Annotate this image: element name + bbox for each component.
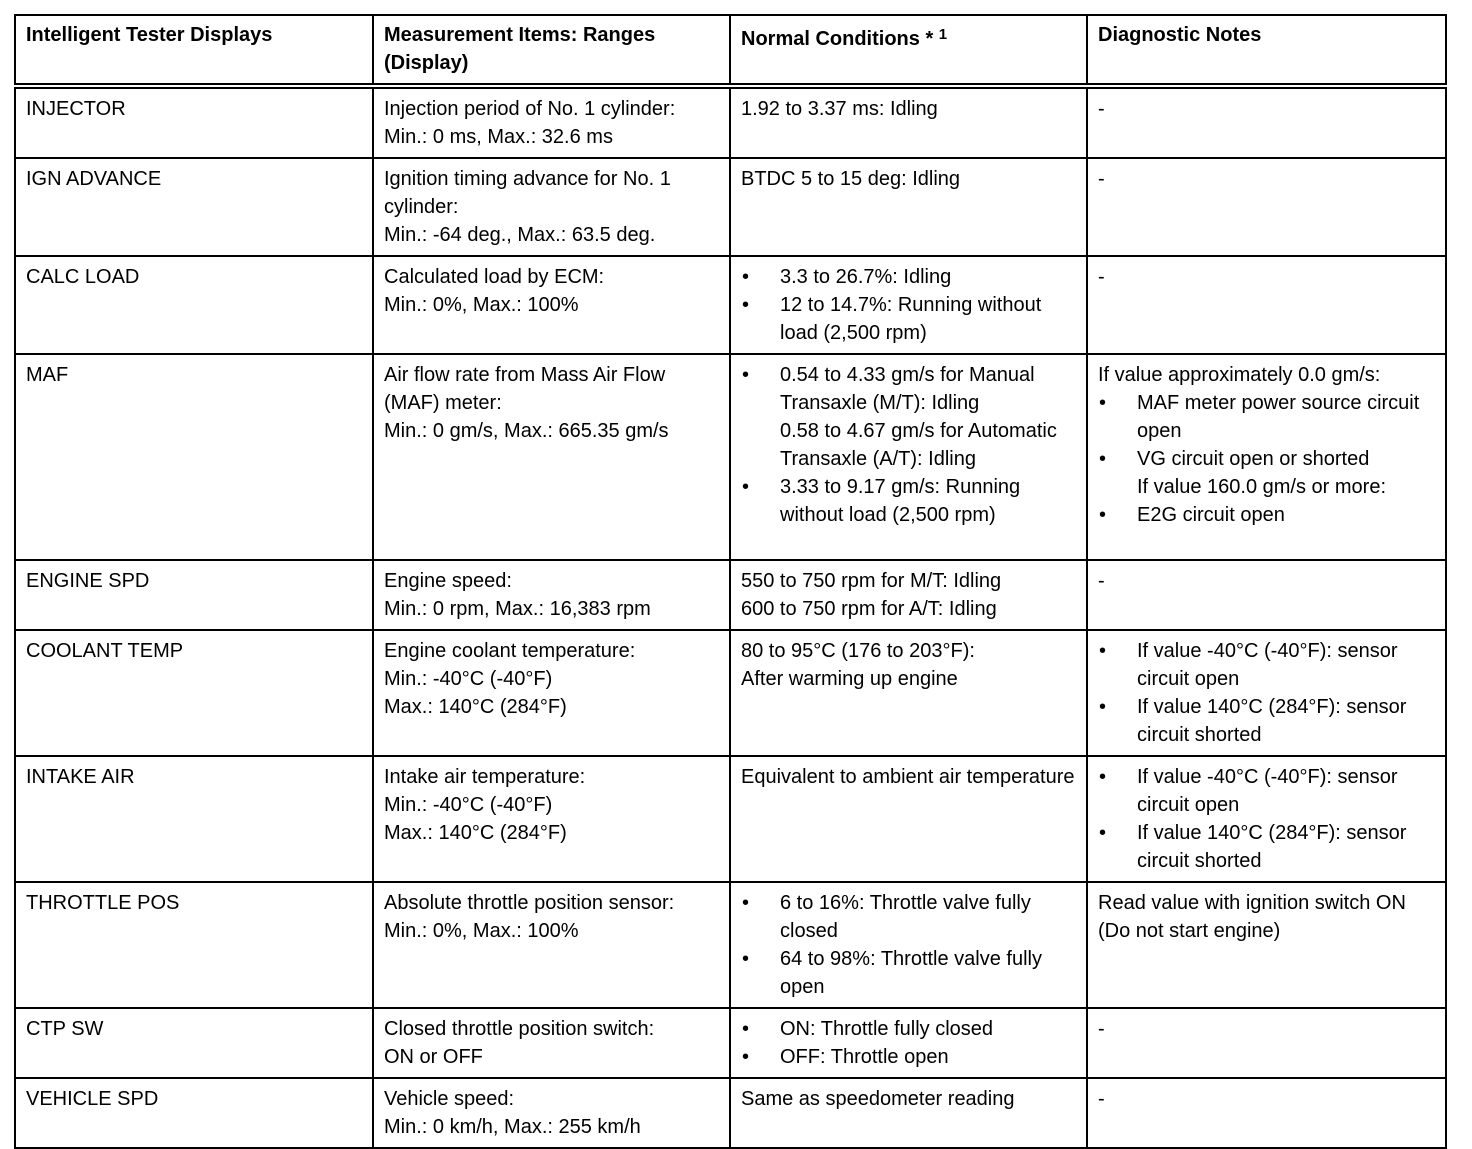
cell-measure: [373, 560, 730, 630]
list-item: [741, 473, 1076, 529]
cell-line: Max.: 140°C (284°F): [384, 696, 567, 718]
list-item: [741, 361, 1076, 473]
cell-line: Min.: 0 gm/s, Max.: 665.35 gm/s: [384, 420, 669, 442]
cell-line: Engine coolant temperature:: [384, 640, 636, 662]
bullet-icon: •: [742, 476, 750, 498]
cell-line: 550 to 750 rpm for M/T: Idling: [741, 570, 1002, 592]
cell-display: VEHICLE SPD: [15, 1078, 373, 1148]
cell-normal: [730, 256, 1087, 354]
cell-line: -: [1098, 1088, 1105, 1110]
list-item-text: VG circuit open or shorted: [1137, 448, 1370, 470]
list-item-text: 6 to 16%: Throttle valve fully closed: [780, 892, 1031, 942]
cell-measure: [373, 354, 730, 560]
table-row: [15, 1078, 1446, 1148]
cell-measure: [373, 630, 730, 756]
list-item: [741, 1015, 1076, 1043]
bullet-icon: •: [1099, 766, 1107, 788]
bullet-icon: •: [742, 1018, 750, 1040]
cell-line: Max.: 140°C (284°F): [384, 822, 567, 844]
bullet-list: [741, 263, 1076, 347]
cell-display: COOLANT TEMP: [15, 630, 373, 756]
cell-line: Min.: -64 deg., Max.: 63.5 deg.: [384, 224, 656, 246]
bullet-icon: •: [742, 892, 750, 914]
cell-line: After warming up engine: [741, 668, 958, 690]
bullet-list: [741, 361, 1076, 529]
bullet-icon: •: [742, 364, 750, 386]
list-item-text: 12 to 14.7%: Running without load (2,500 rpm): [780, 294, 1042, 344]
list-item: [1098, 693, 1435, 749]
list-item: [741, 945, 1076, 1001]
bullet-icon: •: [1099, 448, 1107, 470]
list-item-text: 3.33 to 9.17 gm/s: Running without load (2,500 rpm): [780, 476, 1021, 526]
cell-display: MAF: [15, 354, 373, 560]
bullet-icon: •: [1099, 822, 1107, 844]
cell-normal: [730, 1078, 1087, 1148]
bullet-list: [1098, 637, 1435, 749]
list-item: [741, 291, 1076, 347]
cell-display: ENGINE SPD: [15, 560, 373, 630]
cell-line: Same as speedometer reading: [741, 1088, 1015, 1110]
list-item-text: ON: Throttle fully closed: [780, 1018, 994, 1040]
diagnostic-data-table: [14, 14, 1447, 1149]
table-row: [15, 756, 1446, 882]
list-item-text: 0.54 to 4.33 gm/s for Manual Transaxle (M/T): Idling: [780, 364, 1035, 414]
list-item: [1098, 763, 1435, 819]
cell-line: 80 to 95°C (176 to 203°F):: [741, 640, 975, 662]
footnote-marker: 1: [938, 26, 948, 43]
list-item-text: E2G circuit open: [1137, 504, 1285, 526]
table-row: [15, 882, 1446, 1008]
cell-display: IGN ADVANCE: [15, 158, 373, 256]
cell-measure: [373, 86, 730, 158]
cell-measure: [373, 882, 730, 1008]
bullet-icon: •: [742, 948, 750, 970]
cell-line: Equivalent to ambient air temperature: [741, 766, 1075, 788]
bullet-list: [741, 1015, 1076, 1071]
cell-line: Calculated load by ECM:: [384, 266, 605, 288]
list-item-text: MAF meter power source circuit open: [1137, 392, 1420, 442]
cell-line: 1.92 to 3.37 ms: Idling: [741, 98, 938, 120]
cell-line: Injection period of No. 1 cylinder:: [384, 98, 676, 120]
cell-notes: [1087, 630, 1446, 756]
list-item: [1098, 637, 1435, 693]
cell-line: Min.: -40°C (-40°F): [384, 794, 553, 816]
cell-display: INJECTOR: [15, 86, 373, 158]
cell-normal: [730, 354, 1087, 560]
header-measurement-items: Measurement Items: Ranges (Display): [373, 15, 730, 86]
list-item-text: If value 140°C (284°F): sensor circuit shorted: [1137, 696, 1407, 746]
bullet-icon: •: [1099, 392, 1107, 414]
list-item: [1098, 501, 1435, 529]
bullet-icon: •: [742, 266, 750, 288]
cell-display: CTP SW: [15, 1008, 373, 1078]
cell-line: 600 to 750 rpm for A/T: Idling: [741, 598, 997, 620]
cell-notes: [1087, 560, 1446, 630]
cell-line: Intake air temperature:: [384, 766, 586, 788]
cell-line: Read value with ignition switch ON (Do not start engine): [1098, 892, 1406, 942]
cell-line: Min.: -40°C (-40°F): [384, 668, 553, 690]
header-tester-displays: Intelligent Tester Displays: [15, 15, 373, 86]
cell-normal: [730, 882, 1087, 1008]
cell-measure: [373, 756, 730, 882]
cell-measure: [373, 1008, 730, 1078]
cell-normal: [730, 756, 1087, 882]
cell-notes: [1087, 86, 1446, 158]
table-row: [15, 354, 1446, 560]
bullet-icon: •: [742, 1046, 750, 1068]
header-diagnostic-notes: Diagnostic Notes: [1087, 15, 1446, 86]
cell-line: Min.: 0 km/h, Max.: 255 km/h: [384, 1116, 641, 1138]
list-item-continuation: 0.58 to 4.67 gm/s for Automatic Transaxle (A/T): Idling: [780, 420, 1057, 470]
cell-line: BTDC 5 to 15 deg: Idling: [741, 168, 961, 190]
table-header-row: [15, 15, 1446, 86]
table-row: [15, 560, 1446, 630]
header-normal-conditions-label: Normal Conditions *: [741, 28, 934, 50]
header-normal-conditions: [730, 15, 1087, 86]
cell-measure: [373, 256, 730, 354]
table-row: [15, 86, 1446, 158]
list-item-text: If value -40°C (-40°F): sensor circuit open: [1137, 766, 1398, 816]
cell-measure: [373, 1078, 730, 1148]
cell-notes: [1087, 756, 1446, 882]
list-item-text: 3.3 to 26.7%: Idling: [780, 266, 952, 288]
list-item-continuation: If value 160.0 gm/s or more:: [1137, 476, 1387, 498]
cell-line: -: [1098, 266, 1105, 288]
cell-line: Air flow rate from Mass Air Flow (MAF) meter:: [384, 364, 666, 414]
bullet-icon: •: [1099, 640, 1107, 662]
cell-normal: [730, 630, 1087, 756]
list-item-text: If value -40°C (-40°F): sensor circuit open: [1137, 640, 1398, 690]
cell-line: -: [1098, 1018, 1105, 1040]
cell-line: Min.: 0%, Max.: 100%: [384, 920, 579, 942]
bullet-icon: •: [1099, 696, 1107, 718]
cell-line: Min.: 0 rpm, Max.: 16,383 rpm: [384, 598, 651, 620]
bullet-list: [1098, 763, 1435, 875]
cell-notes: [1087, 158, 1446, 256]
cell-notes: [1087, 882, 1446, 1008]
cell-line: Min.: 0 ms, Max.: 32.6 ms: [384, 126, 613, 148]
list-item: [741, 889, 1076, 945]
cell-normal: [730, 560, 1087, 630]
cell-line: Vehicle speed:: [384, 1088, 515, 1110]
cell-display: THROTTLE POS: [15, 882, 373, 1008]
cell-line: Ignition timing advance for No. 1 cylinder:: [384, 168, 671, 218]
cell-line: Min.: 0%, Max.: 100%: [384, 294, 579, 316]
list-item: [1098, 389, 1435, 445]
cell-measure: [373, 158, 730, 256]
bullet-list: [1098, 389, 1435, 529]
list-item: [741, 1043, 1076, 1071]
list-item-text: OFF: Throttle open: [780, 1046, 949, 1068]
cell-notes: [1087, 1078, 1446, 1148]
cell-normal: [730, 1008, 1087, 1078]
table-row: [15, 256, 1446, 354]
list-item: [1098, 445, 1435, 501]
list-item-text: 64 to 98%: Throttle valve fully open: [780, 948, 1042, 998]
cell-line: -: [1098, 168, 1105, 190]
cell-line: Absolute throttle position sensor:: [384, 892, 675, 914]
cell-line: ON or OFF: [384, 1046, 483, 1068]
cell-display: INTAKE AIR: [15, 756, 373, 882]
bullet-icon: •: [1099, 504, 1107, 526]
cell-display: CALC LOAD: [15, 256, 373, 354]
list-item: [741, 263, 1076, 291]
cell-line: Engine speed:: [384, 570, 512, 592]
cell-notes: [1087, 1008, 1446, 1078]
list-item-text: If value 140°C (284°F): sensor circuit shorted: [1137, 822, 1407, 872]
table-row: [15, 1008, 1446, 1078]
cell-line: -: [1098, 98, 1105, 120]
cell-normal: [730, 158, 1087, 256]
bullet-icon: •: [742, 294, 750, 316]
table-row: [15, 630, 1446, 756]
cell-line: -: [1098, 570, 1105, 592]
cell-notes: [1087, 354, 1446, 560]
list-item: [1098, 819, 1435, 875]
cell-normal: [730, 86, 1087, 158]
cell-line: Closed throttle position switch:: [384, 1018, 655, 1040]
cell-line: If value approximately 0.0 gm/s:: [1098, 364, 1381, 386]
cell-notes: [1087, 256, 1446, 354]
bullet-list: [741, 889, 1076, 1001]
table-row: [15, 158, 1446, 256]
